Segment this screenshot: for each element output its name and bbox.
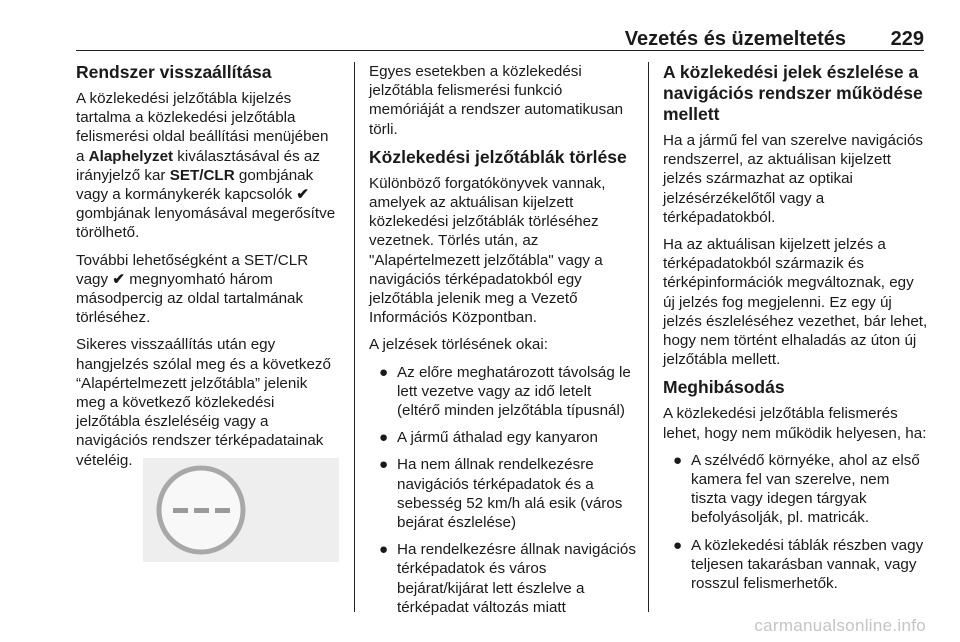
- malfunction-list: [663, 451, 929, 593]
- clear-reasons-list: [369, 363, 637, 617]
- page-header: [76, 28, 924, 50]
- paragraph-reset-1: A közlekedési jelzőtábla kijelzés tartalma a közlekedési jelzőtábla felismerési oldal beállítási menüjében a Alaphelyzet kiválasztásával és az irányjelző kar SET/CLR gombjának vagy a kormánykerék kapcsolók ✔ gombjának lenyomásával megerősítve törölhető.: [76, 90, 336, 242]
- section-heading-malfunction: Meghibásodás: [663, 377, 785, 398]
- page-title: Vezetés és üzemeltetés: [624, 28, 846, 50]
- paragraph-clear-1: Különböző forgatókönyvek vannak, amelyek az aktuálisan kijelzett közlekedési jelzőtáblák törléséhez vezetnek. Törlés után, az "Alapértelmezett jelzőtábla" vagy a navigációs térképadatokból egy jelzőtábla jelenik meg a Vezető Információs Központban.: [369, 174, 606, 327]
- section-heading-navigation: A közlekedési jelek észlelése a navigációs rendszer működése mellett: [663, 62, 923, 124]
- list-item: ● A jármű áthalad egy kanyaron: [379, 429, 598, 447]
- paragraph-clear-reasons: A jelzések törlésének okai:: [369, 336, 548, 354]
- column-divider-1: [354, 62, 355, 612]
- list-item: ● A szélvédő környéke, ahol az első kamera fel van szerelve, nem tiszta vagy idegen tárgyak befolyásolják, pl. matricák.: [673, 451, 920, 527]
- list-item: ● Az előre meghatározott távolság le lett vezetve vagy az idő letelt (eltérő minden jelzőtábla típusnál): [379, 363, 631, 420]
- list-item: ● A közlekedési táblák részben vagy teljesen takarásban vannak, vagy rosszul felismerhetők.: [673, 536, 924, 593]
- default-traffic-sign-icon: [143, 458, 339, 562]
- bullet-icon: ●: [379, 456, 389, 474]
- column-2: [369, 62, 637, 625]
- list-item: ● Ha nem állnak rendelkezésre navigációs térképadatok és a sebesség 52 km/h alá esik (város bejárat észlelése): [379, 456, 623, 532]
- checkmark-icon: ✔: [112, 270, 126, 288]
- list-item: ● Ha rendelkezésre állnak navigációs térképadatok és város bejárat/kijárat lett észlelve a térképadat változás miatt: [379, 541, 636, 616]
- paragraph-reset-2: További lehetőségként a SET/CLR vagy ✔ megnyomható három másodpercig az oldal tartalmának törléséhez.: [76, 251, 309, 327]
- column-3: [663, 62, 929, 601]
- watermark: carmanualsonline.info: [754, 616, 926, 635]
- bullet-icon: ●: [673, 451, 683, 469]
- bullet-icon: ●: [673, 536, 683, 554]
- section-heading-clear: Közlekedési jelzőtáblák törlése: [369, 146, 627, 167]
- column-divider-2: [648, 62, 649, 612]
- checkmark-icon: ✔: [296, 186, 310, 204]
- keyword-set-clr: SET/CLR: [169, 166, 235, 184]
- paragraph-nav-1: Ha a jármű fel van szerelve navigációs rendszerrel, az aktuálisan kijelzett jelzés származhat az optikai jelzésérzékelőtől vagy a térképadatokból.: [663, 132, 923, 226]
- keyword-alaphelyzet: Alaphelyzet: [88, 147, 174, 165]
- bullet-icon: ●: [379, 541, 389, 559]
- section-heading-reset: Rendszer visszaállítása: [76, 62, 272, 82]
- default-sign-illustration: [143, 458, 339, 562]
- paragraph-auto-clear: Egyes esetekben a közlekedési jelzőtábla felismerési funkció memóriáját a rendszer automatikusan törli.: [369, 63, 624, 138]
- bullet-icon: ●: [379, 429, 389, 447]
- bullet-icon: ●: [379, 363, 389, 381]
- paragraph-malfunction: A közlekedési jelzőtábla felismerés lehet, hogy nem működik helyesen, ha:: [663, 405, 927, 442]
- paragraph-reset-3: Sikeres visszaállítás után egy hangjelzés szólal meg és a következő “Alapértelmezett jelzőtábla” jelenik meg a következő közlekedési jelzőtábla észleléséig vagy a navigációs rendszer térképadatainak vételéig.: [76, 336, 331, 469]
- page-number: 229: [890, 28, 924, 50]
- header-rule: [76, 50, 924, 51]
- column-1: [76, 62, 340, 478]
- paragraph-nav-2: Ha az aktuálisan kijelzett jelzés a térképadatokból származik és térképinformációk megváltoznak, egy új jelzés fog megjelenni. Ez egy új jelzés észleléséhez vezethet, bár lehet, hogy nem történt elhaladás az úton új jelzőtábla mellett.: [663, 236, 928, 369]
